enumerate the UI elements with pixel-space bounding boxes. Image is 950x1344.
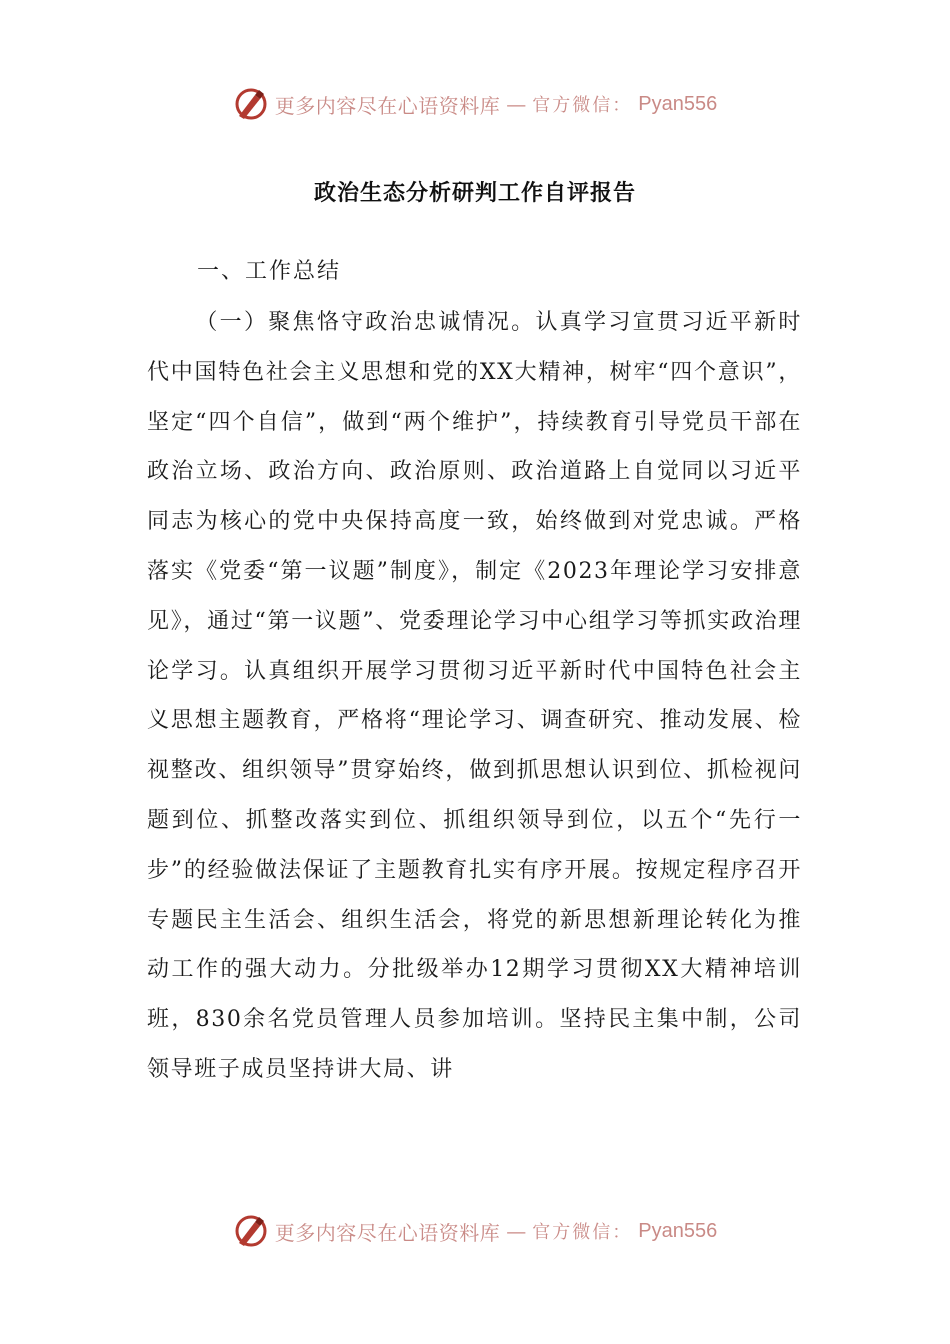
watermark-slogan: 更多内容尽在心语资料库 xyxy=(274,93,501,118)
footer-watermark xyxy=(0,1209,950,1253)
watermark-slogan: 更多内容尽在心语资料库 xyxy=(274,1220,501,1245)
document-title: 政治生态分析研判工作自评报告 xyxy=(313,181,636,206)
watermark-separator: — xyxy=(506,1219,527,1243)
pen-nib-circle-icon xyxy=(233,86,269,122)
watermark-separator: — xyxy=(506,92,527,116)
watermark-wechat-id: Pyan556 xyxy=(638,92,718,115)
pen-nib-circle-icon xyxy=(233,1213,269,1249)
section-heading: 一、工作总结 xyxy=(197,259,342,284)
watermark-wechat-label: 官方微信： xyxy=(532,1222,633,1243)
watermark-wechat-id: Pyan556 xyxy=(638,1219,718,1242)
body-paragraph: （一）聚焦恪守政治忠诚情况。认真学习宣贯习近平新时代中国特色社会主义思想和党的XX大精神，树牢“四个意识”，坚定“四个自信”，做到“两个维护”，持续教育引导党员干部在政治立场、政治方向、政治原则、政治道路上自觉同以习近平同志为核心的党中央保持高度一致，始终做到对党忠诚。严格落实《党委“第一议题”制度》，制定《2023年理论学习安排意见》，通过“第一议题”、党委理论学习中心组学习等抓实政治理论学习。认真组织开展学习贯彻习近平新时代中国特色社会主义思想主题教育，严格将“理论学习、调查研究、推动发展、检视整改、组织领导”贯穿始终，做到抓思想认识到位、抓检视问题到位、抓整改落实到位、抓组织领导到位，以五个“先行一步”的经验做法保证了主题教育扎实有序开展。按规定程序召开专题民主生活会、组织生活会，将党的新思想新理论转化为推动工作的强大动力。分批级举办12期学习贯彻XX大精神培训班，830余名党员管理人员参加培训。坚持民主集中制，公司领导班子成员坚持讲大局、讲 xyxy=(147,310,802,1082)
watermark-wechat-label: 官方微信： xyxy=(532,95,633,116)
header-watermark xyxy=(0,82,950,126)
